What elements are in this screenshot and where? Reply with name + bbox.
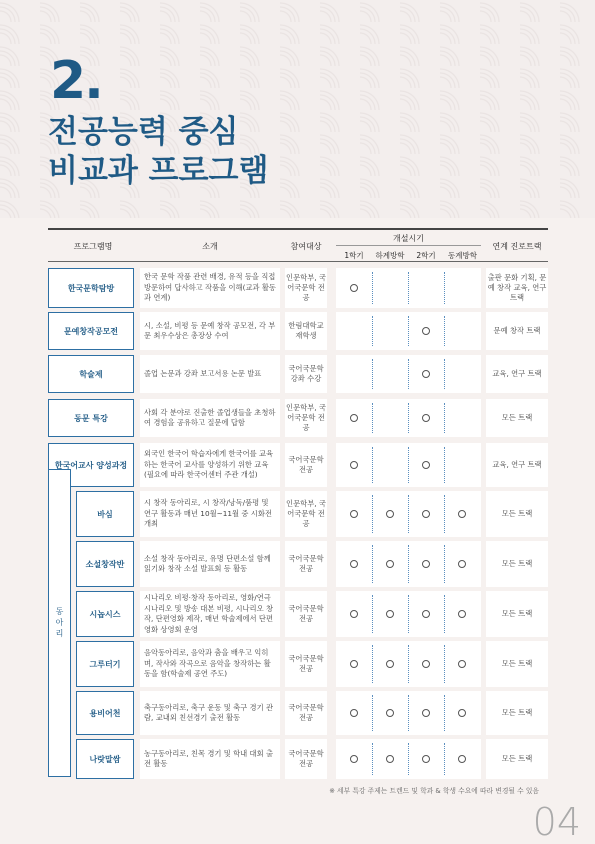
semester-divider-dotted (408, 447, 409, 483)
program-name: 용비어천 (76, 691, 134, 735)
table-row (48, 591, 548, 637)
program-name: 학술제 (48, 355, 134, 393)
offered-circle-icon (350, 284, 358, 292)
offered-circle-icon (386, 610, 394, 618)
career-track: 모든 트랙 (486, 491, 548, 537)
section-number: 2. (50, 51, 102, 111)
semester-divider-dotted (408, 359, 409, 389)
club-group-label: 동아리 (48, 469, 71, 777)
program-description: 외국인 한국어 학습자에게 한국어를 교육하는 한국어 교사를 양성하기 위한 교육(필요에 따라 한국어센터 주관 개설) (140, 443, 280, 487)
semester-cells (336, 491, 481, 537)
semester-divider-dotted (372, 645, 373, 683)
table-row (48, 491, 548, 537)
offered-circle-icon (350, 755, 358, 763)
table-row (48, 739, 548, 779)
offered-circle-icon (422, 560, 430, 568)
program-target: 국어국문학 전공 (285, 691, 327, 735)
semester-divider-dotted (444, 316, 445, 346)
semester-divider-dotted (408, 595, 409, 633)
program-description: 시나리오 비평·창작 동아리로, 영화/연극 시나리오 및 방송 대본 비평, 시나리오 창작, 단편영화 제작, 매년 학술제에서 단편영화 상영회 운영 (140, 591, 280, 637)
program-name: 나랏말쌈 (76, 739, 134, 779)
offered-circle-icon (458, 510, 466, 518)
semester-cells (336, 739, 481, 779)
table-row (48, 312, 548, 350)
program-description: 축구동아리로, 축구 운동 및 축구 경기 관람, 교내외 친선경기 출전 활동 (140, 691, 280, 735)
program-target: 국어국문학 전공 (285, 541, 327, 587)
offered-circle-icon (386, 709, 394, 717)
semester-divider-dotted (408, 272, 409, 304)
table-top-rule (48, 228, 548, 230)
semester-divider-dotted (372, 595, 373, 633)
program-target: 인문학부, 국어국문학 전공 (285, 399, 327, 437)
career-track: 모든 트랙 (486, 591, 548, 637)
program-target: 한림대학교 재학생 (285, 312, 327, 350)
program-target: 국어국문학 전공 (285, 641, 327, 687)
table-row (48, 691, 548, 735)
offered-circle-icon (458, 610, 466, 618)
program-name: 소설창작반 (76, 541, 134, 587)
offered-circle-icon (386, 560, 394, 568)
offered-circle-icon (422, 709, 430, 717)
table-row (48, 443, 548, 487)
semester-divider-dotted (408, 495, 409, 533)
career-track: 모든 트랙 (486, 541, 548, 587)
offered-circle-icon (422, 461, 430, 469)
program-description: 시, 소설, 비평 등 문예 창작 공모전, 각 부문 최우수상은 총장상 수여 (140, 312, 280, 350)
semester-divider-dotted (408, 743, 409, 775)
offered-circle-icon (422, 610, 430, 618)
career-track: 모든 트랙 (486, 691, 548, 735)
program-description: 사회 각 분야로 진출한 졸업생들을 초청하여 경험을 공유하고 질문에 답함 (140, 399, 280, 437)
program-target: 국어국문학 강좌 수강 (285, 355, 327, 393)
program-description: 시 창작 동아리로, 시 창작/낭독/품평 및 연구 활동과 매년 10월~11월 중 시화전 개최 (140, 491, 280, 537)
program-target: 인문학부, 국어국문학 전공 (285, 491, 327, 537)
header-summer: 하계방학 (375, 251, 405, 260)
semester-divider-dotted (372, 316, 373, 346)
offered-circle-icon (422, 414, 430, 422)
offered-circle-icon (422, 660, 430, 668)
program-target: 인문학부, 국어국문학 전공 (285, 268, 327, 308)
program-target: 국어국문학 전공 (285, 739, 327, 779)
offered-circle-icon (458, 560, 466, 568)
program-description: 농구동아리로, 친목 경기 및 학내 대회 출전 활동 (140, 739, 280, 779)
semester-divider-dotted (408, 545, 409, 583)
semester-divider-dotted (408, 316, 409, 346)
career-track: 교육, 연구 트랙 (486, 443, 548, 487)
table-row (48, 355, 548, 393)
offered-circle-icon (350, 510, 358, 518)
semester-divider (336, 245, 481, 246)
semester-divider-dotted (372, 272, 373, 304)
semester-divider-dotted (444, 359, 445, 389)
career-track: 모든 트랙 (486, 641, 548, 687)
career-track: 모든 트랙 (486, 399, 548, 437)
semester-divider-dotted (444, 495, 445, 533)
semester-cells (336, 691, 481, 735)
semester-cells (336, 641, 481, 687)
semester-divider-dotted (444, 695, 445, 731)
career-track: 모든 트랙 (486, 739, 548, 779)
offered-circle-icon (350, 709, 358, 717)
offered-circle-icon (458, 755, 466, 763)
semester-divider-dotted (444, 447, 445, 483)
semester-divider-dotted (444, 595, 445, 633)
semester-divider-dotted (444, 645, 445, 683)
header-track: 연계 진로트랙 (492, 242, 542, 251)
program-name: 문예창작공모전 (48, 312, 134, 350)
semester-divider-dotted (372, 495, 373, 533)
semester-divider-dotted (372, 359, 373, 389)
semester-divider-dotted (444, 545, 445, 583)
header-intro: 소개 (202, 242, 218, 251)
header-winter: 동계방학 (448, 251, 477, 260)
page-title-line2: 비교과 프로그램 (48, 153, 269, 189)
program-description: 졸업 논문과 강좌 보고서용 논문 발표 (140, 355, 280, 393)
semester-divider-dotted (372, 743, 373, 775)
offered-circle-icon (422, 327, 430, 335)
semester-cells (336, 591, 481, 637)
offered-circle-icon (386, 660, 394, 668)
program-target: 국어국문학 전공 (285, 443, 327, 487)
offered-circle-icon (422, 755, 430, 763)
offered-circle-icon (386, 755, 394, 763)
semester-divider-dotted (372, 447, 373, 483)
semester-divider-dotted (444, 272, 445, 304)
offered-circle-icon (422, 510, 430, 518)
table-row (48, 399, 548, 437)
offered-circle-icon (350, 660, 358, 668)
program-description: 소설 창작 동아리로, 유명 단편소설 함께 읽기와 창작 소설 발표회 등 활동 (140, 541, 280, 587)
semester-cells (336, 268, 481, 308)
program-target: 국어국문학 전공 (285, 591, 327, 637)
semester-cells (336, 312, 481, 350)
career-track: 출판 문화 기획, 문예 창작 교육, 연구 트랙 (486, 268, 548, 308)
offered-circle-icon (458, 660, 466, 668)
semester-divider-dotted (408, 403, 409, 433)
program-name: 동문 특강 (48, 399, 134, 437)
header-sem2: 2학기 (416, 251, 436, 260)
table-header-rule (48, 261, 548, 262)
semester-divider-dotted (372, 545, 373, 583)
table-row (48, 268, 548, 308)
program-description: 한국 문학 작품 관련 배경, 유적 등을 직접 방문하여 답사하고 작품을 이해(교과 활동과 연계) (140, 268, 280, 308)
program-name: 바심 (76, 491, 134, 537)
offered-circle-icon (350, 610, 358, 618)
header-program: 프로그램명 (73, 242, 113, 251)
offered-circle-icon (386, 510, 394, 518)
career-track: 문예 창작 트랙 (486, 312, 548, 350)
semester-divider-dotted (408, 695, 409, 731)
semester-divider-dotted (372, 695, 373, 731)
header-target: 참여대상 (290, 242, 322, 251)
semester-cells (336, 355, 481, 393)
semester-cells (336, 399, 481, 437)
header-sem1: 1학기 (344, 251, 364, 260)
header-semester: 개설시기 (393, 234, 424, 243)
program-description: 음악동아리로, 음악과 춤을 배우고 익히며, 작사와 작곡으로 음악을 창작하는 활동을 함(학술제 공연 주도) (140, 641, 280, 687)
semester-divider-dotted (372, 403, 373, 433)
page-number: 04 (532, 800, 581, 844)
semester-divider-dotted (444, 403, 445, 433)
semester-divider-dotted (444, 743, 445, 775)
semester-divider-dotted (408, 645, 409, 683)
offered-circle-icon (458, 709, 466, 717)
table-row (48, 541, 548, 587)
program-name: 한국어교사 양성과정 (48, 443, 134, 487)
program-name: 시놉시스 (76, 591, 134, 637)
program-name: 한국문학탐방 (48, 268, 134, 308)
offered-circle-icon (422, 370, 430, 378)
career-track: 교육, 연구 트랙 (486, 355, 548, 393)
page-title-line1: 전공능력 중심 (48, 114, 239, 150)
program-name: 그루터기 (76, 641, 134, 687)
table-row (48, 641, 548, 687)
semester-cells (336, 443, 481, 487)
offered-circle-icon (350, 414, 358, 422)
footnote: ※ 세부 특강 주제는 트렌드 및 학과 & 학생 수요에 따라 변경될 수 있음 (329, 787, 539, 795)
semester-cells (336, 541, 481, 587)
offered-circle-icon (350, 461, 358, 469)
offered-circle-icon (350, 560, 358, 568)
